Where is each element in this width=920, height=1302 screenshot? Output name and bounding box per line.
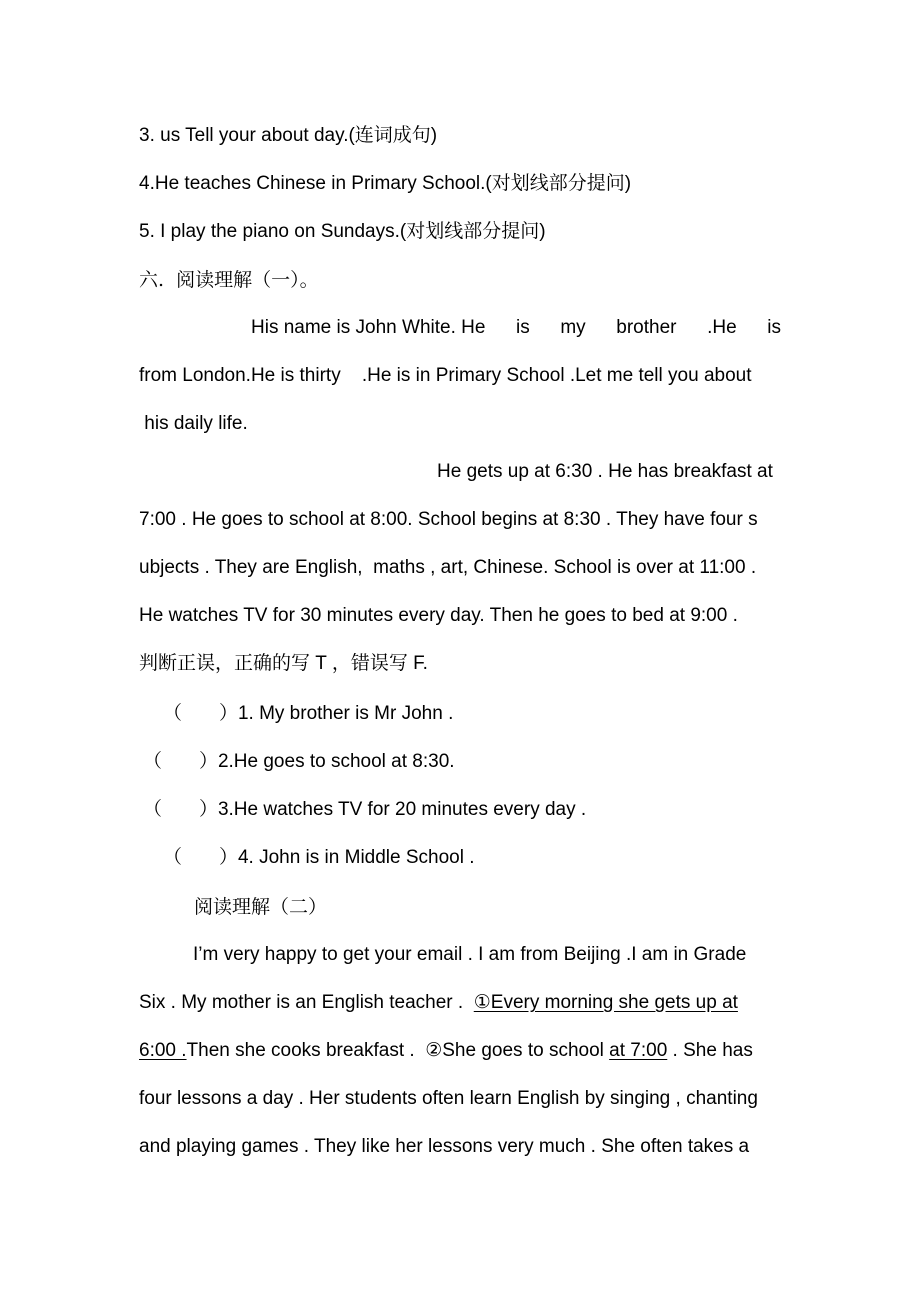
- plain-text: . She has: [667, 1040, 753, 1061]
- section-six-heading: 六. 阅读理解（一）。: [139, 269, 319, 291]
- reading-two-line-4: four lessons a day . Her students often learn English by singing , chanting: [139, 1088, 758, 1109]
- passage-two-line-2: 7:00 . He goes to school at 8:00. School begins at 8:30 . They have four s: [139, 509, 758, 530]
- underlined-text: 6:00 .: [139, 1040, 187, 1061]
- underlined-text: at 7:00: [609, 1040, 668, 1061]
- passage-word: .He: [707, 317, 737, 338]
- tf-question-4: （ ）4. John is in Middle School .: [163, 847, 475, 868]
- tf-question-3: （ ）3.He watches TV for 20 minutes every day .: [143, 799, 587, 820]
- passage-two-line-4: He watches TV for 30 minutes every day. Then he goes to bed at 9:00 .: [139, 605, 738, 626]
- question-5: 5. I play the piano on Sundays.(对划线部分提问): [139, 221, 546, 242]
- passage-word: is: [767, 317, 781, 338]
- reading-two-line-2: [139, 991, 738, 1015]
- reading-two-line-1: I’m very happy to get your email . I am from Beijing .I am in Grade: [193, 944, 747, 965]
- passage-one-line-2: from London.He is thirty .He is in Primary School .Let me tell you about: [139, 365, 752, 386]
- passage-word: His name is John White. He: [251, 317, 486, 338]
- question-4: 4.He teaches Chinese in Primary School.(对划线部分提问): [139, 173, 632, 194]
- passage-word: my: [560, 317, 586, 338]
- reading-two-heading: 阅读理解（二）: [194, 896, 328, 918]
- tf-question-2: （ ）2.He goes to school at 8:30.: [143, 751, 455, 772]
- question-3: 3. us Tell your about day.(连词成句): [139, 125, 438, 146]
- true-false-instruction: 判断正误，正确的写 T ，错误写 F.: [139, 653, 428, 674]
- reading-two-line-3: [139, 1039, 753, 1063]
- passage-word: brother: [616, 317, 677, 338]
- passage-one-line-3: his daily life.: [139, 413, 248, 434]
- passage-word: is: [516, 317, 530, 338]
- passage-two-line-1: He gets up at 6:30 . He has breakfast at: [437, 461, 773, 482]
- reading-two-line-5: and playing games . They like her lessons very much . She often takes a: [139, 1136, 750, 1157]
- passage-two-line-3: ubjects . They are English, maths , art, Chinese. School is over at 11:00 .: [139, 557, 757, 578]
- plain-text: Then she cooks breakfast . ②She goes to school: [186, 1040, 610, 1061]
- underlined-text: ①Every morning she gets up at: [473, 992, 738, 1013]
- tf-question-1: （ ）1. My brother is Mr John .: [163, 703, 454, 724]
- passage-one-line-1: [251, 316, 781, 340]
- plain-text: Six . My mother is an English teacher .: [139, 992, 474, 1013]
